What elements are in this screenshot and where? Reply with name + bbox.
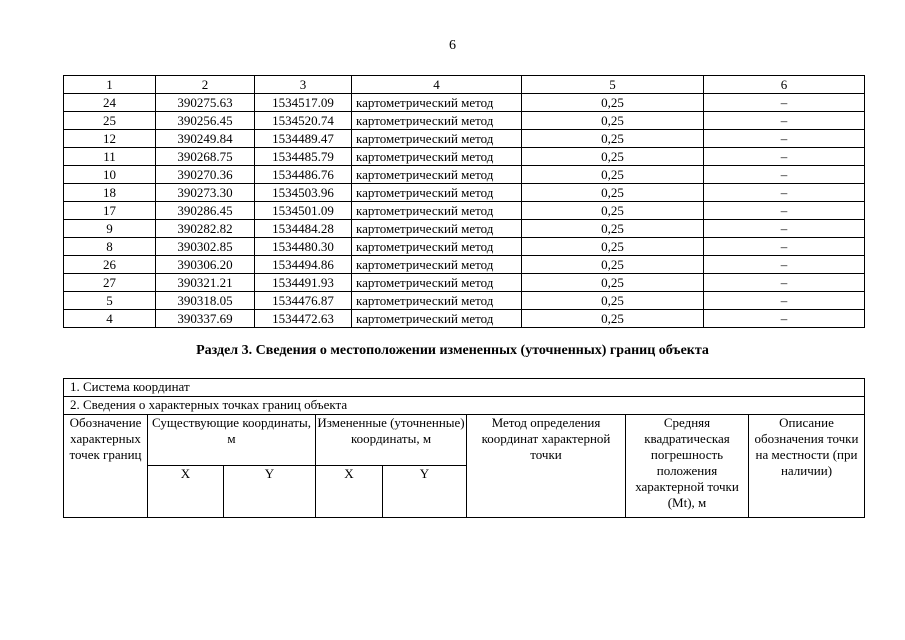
table-row xyxy=(64,397,865,415)
method-cell: картометрический метод xyxy=(352,238,522,256)
method-cell: картометрический метод xyxy=(352,94,522,112)
accuracy-cell: 0,25 xyxy=(522,292,704,310)
method-cell: картометрический метод xyxy=(352,148,522,166)
changed-borders-table xyxy=(63,378,865,518)
y-coordinate-cell: 1534491.93 xyxy=(255,274,352,292)
table-header-row xyxy=(64,415,865,466)
description-cell: – xyxy=(704,310,865,328)
x-coordinate-cell: 390282.82 xyxy=(156,220,255,238)
point-number-cell: 26 xyxy=(64,256,156,274)
y-coordinate-cell: 1534520.74 xyxy=(255,112,352,130)
y-coordinate-cell: 1534485.79 xyxy=(255,148,352,166)
column-number-header: 1 xyxy=(64,76,156,94)
y-coordinate-cell: 1534501.09 xyxy=(255,202,352,220)
table-row xyxy=(64,220,865,238)
accuracy-cell: 0,25 xyxy=(522,220,704,238)
description-cell: – xyxy=(704,274,865,292)
accuracy-cell: 0,25 xyxy=(522,94,704,112)
method-cell: картометрический метод xyxy=(352,220,522,238)
point-number-cell: 18 xyxy=(64,184,156,202)
coordinates-table xyxy=(63,75,865,328)
column-number-header: 6 xyxy=(704,76,865,94)
table-row xyxy=(64,310,865,328)
column-number-header: 5 xyxy=(522,76,704,94)
point-number-cell: 24 xyxy=(64,94,156,112)
method-header: Метод определения координат характерной точки xyxy=(467,415,626,518)
point-number-cell: 9 xyxy=(64,220,156,238)
accuracy-cell: 0,25 xyxy=(522,166,704,184)
y-coordinate-cell: 1534517.09 xyxy=(255,94,352,112)
x-coordinate-cell: 390318.05 xyxy=(156,292,255,310)
description-header: Описание обозначения точки на местности (при наличии) xyxy=(749,415,865,518)
description-cell: – xyxy=(704,184,865,202)
method-cell: картометрический метод xyxy=(352,130,522,148)
y-coordinate-cell: 1534484.28 xyxy=(255,220,352,238)
existing-coords-header: Существующие координаты, м xyxy=(148,415,316,466)
table-row xyxy=(64,379,865,397)
y-coordinate-cell: 1534472.63 xyxy=(255,310,352,328)
description-cell: – xyxy=(704,94,865,112)
table-row xyxy=(64,94,865,112)
y-coordinate-cell: 1534480.30 xyxy=(255,238,352,256)
y-coordinate-cell: 1534489.47 xyxy=(255,130,352,148)
accuracy-cell: 0,25 xyxy=(522,112,704,130)
points-info-label: 2. Сведения о характерных точках границ объекта xyxy=(64,397,865,415)
x-coordinate-cell: 390321.21 xyxy=(156,274,255,292)
method-cell: картометрический метод xyxy=(352,274,522,292)
table-row xyxy=(64,184,865,202)
point-number-cell: 12 xyxy=(64,130,156,148)
point-number-cell: 4 xyxy=(64,310,156,328)
x-coordinate-cell: 390337.69 xyxy=(156,310,255,328)
table-row xyxy=(64,238,865,256)
x-coordinate-cell: 390275.63 xyxy=(156,94,255,112)
accuracy-cell: 0,25 xyxy=(522,256,704,274)
accuracy-cell: 0,25 xyxy=(522,238,704,256)
error-header: Средняя квадратическая погрешность положения характерной точки (Mt), м xyxy=(626,415,749,518)
description-cell: – xyxy=(704,292,865,310)
changed-coords-header: Измененные (уточненные) координаты, м xyxy=(316,415,467,466)
x-coordinate-cell: 390286.45 xyxy=(156,202,255,220)
method-cell: картометрический метод xyxy=(352,184,522,202)
description-cell: – xyxy=(704,202,865,220)
x-coordinate-cell: 390268.75 xyxy=(156,148,255,166)
method-cell: картометрический метод xyxy=(352,310,522,328)
table-row xyxy=(64,292,865,310)
changed-x-header: X xyxy=(316,466,383,518)
description-cell: – xyxy=(704,220,865,238)
description-cell: – xyxy=(704,148,865,166)
method-cell: картометрический метод xyxy=(352,112,522,130)
table-row xyxy=(64,274,865,292)
accuracy-cell: 0,25 xyxy=(522,274,704,292)
table-row xyxy=(64,130,865,148)
existing-y-header: Y xyxy=(224,466,316,518)
x-coordinate-cell: 390302.85 xyxy=(156,238,255,256)
table-header-row xyxy=(64,76,865,94)
column-number-header: 4 xyxy=(352,76,522,94)
method-cell: картометрический метод xyxy=(352,256,522,274)
accuracy-cell: 0,25 xyxy=(522,310,704,328)
point-number-cell: 25 xyxy=(64,112,156,130)
point-number-cell: 8 xyxy=(64,238,156,256)
table-row xyxy=(64,148,865,166)
accuracy-cell: 0,25 xyxy=(522,184,704,202)
point-number-cell: 17 xyxy=(64,202,156,220)
section-title: Раздел 3. Сведения о местоположении измененных (уточненных) границ объекта xyxy=(196,343,709,358)
y-coordinate-cell: 1534476.87 xyxy=(255,292,352,310)
table-row xyxy=(64,166,865,184)
table-row xyxy=(64,256,865,274)
accuracy-cell: 0,25 xyxy=(522,202,704,220)
x-coordinate-cell: 390273.30 xyxy=(156,184,255,202)
method-cell: картометрический метод xyxy=(352,166,522,184)
column-number-header: 2 xyxy=(156,76,255,94)
description-cell: – xyxy=(704,166,865,184)
point-number-cell: 10 xyxy=(64,166,156,184)
x-coordinate-cell: 390256.45 xyxy=(156,112,255,130)
x-coordinate-cell: 390306.20 xyxy=(156,256,255,274)
accuracy-cell: 0,25 xyxy=(522,130,704,148)
description-cell: – xyxy=(704,256,865,274)
description-cell: – xyxy=(704,112,865,130)
x-coordinate-cell: 390270.36 xyxy=(156,166,255,184)
y-coordinate-cell: 1534503.96 xyxy=(255,184,352,202)
changed-y-header: Y xyxy=(383,466,467,518)
table-row xyxy=(64,112,865,130)
existing-x-header: X xyxy=(148,466,224,518)
point-number-cell: 5 xyxy=(64,292,156,310)
page-number: 6 xyxy=(449,38,456,53)
table-row xyxy=(64,202,865,220)
method-cell: картометрический метод xyxy=(352,202,522,220)
point-number-cell: 27 xyxy=(64,274,156,292)
description-cell: – xyxy=(704,130,865,148)
designation-header: Обозначение характерных точек границ xyxy=(64,415,148,518)
column-number-header: 3 xyxy=(255,76,352,94)
description-cell: – xyxy=(704,238,865,256)
y-coordinate-cell: 1534486.76 xyxy=(255,166,352,184)
y-coordinate-cell: 1534494.86 xyxy=(255,256,352,274)
x-coordinate-cell: 390249.84 xyxy=(156,130,255,148)
method-cell: картометрический метод xyxy=(352,292,522,310)
point-number-cell: 11 xyxy=(64,148,156,166)
accuracy-cell: 0,25 xyxy=(522,148,704,166)
coord-system-label: 1. Система координат xyxy=(64,379,865,397)
